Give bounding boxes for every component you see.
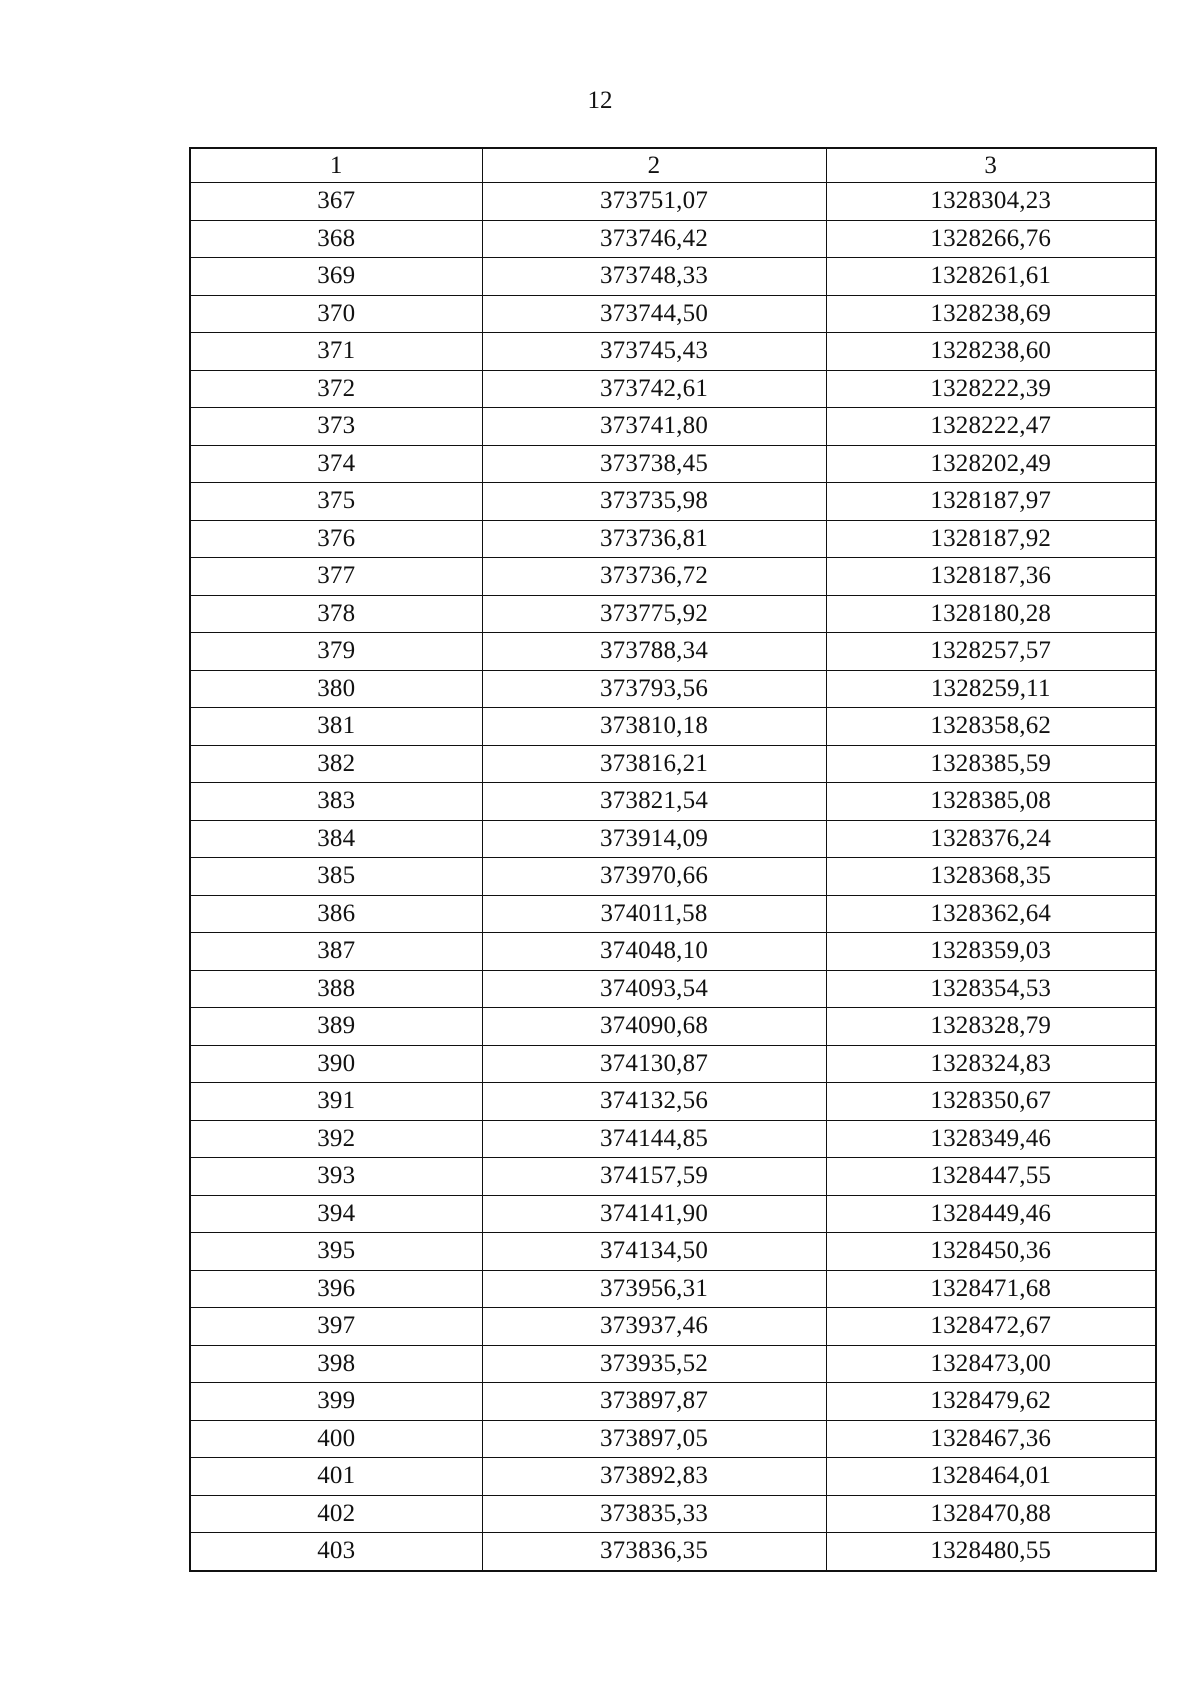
- table-row: [190, 408, 1156, 446]
- table-row: [190, 370, 1156, 408]
- point-number-cell: 384: [190, 820, 482, 858]
- point-number-cell: 379: [190, 633, 482, 671]
- y-coordinate-cell: 1328358,62: [826, 708, 1156, 746]
- page-number: 12: [587, 87, 613, 114]
- point-number-cell: 385: [190, 858, 482, 896]
- y-coordinate-cell: 1328187,36: [826, 558, 1156, 596]
- header-cell-col1: 1: [190, 148, 482, 183]
- x-coordinate-cell: 373788,34: [482, 633, 826, 671]
- table-row: [190, 1195, 1156, 1233]
- table-body: [190, 183, 1156, 1571]
- header-cell-col3: 3: [826, 148, 1156, 183]
- table-row: [190, 1120, 1156, 1158]
- table-row: [190, 633, 1156, 671]
- table-row: [190, 445, 1156, 483]
- y-coordinate-cell: 1328473,00: [826, 1345, 1156, 1383]
- point-number-cell: 399: [190, 1383, 482, 1421]
- table-row: [190, 820, 1156, 858]
- y-coordinate-cell: 1328222,39: [826, 370, 1156, 408]
- x-coordinate-cell: 373745,43: [482, 333, 826, 371]
- coordinates-table: [189, 147, 1157, 1572]
- x-coordinate-cell: 373744,50: [482, 295, 826, 333]
- point-number-cell: 400: [190, 1420, 482, 1458]
- x-coordinate-cell: 373836,35: [482, 1533, 826, 1571]
- x-coordinate-cell: 373816,21: [482, 745, 826, 783]
- y-coordinate-cell: 1328464,01: [826, 1458, 1156, 1496]
- x-coordinate-cell: 373914,09: [482, 820, 826, 858]
- table-row: [190, 220, 1156, 258]
- y-coordinate-cell: 1328362,64: [826, 895, 1156, 933]
- y-coordinate-cell: 1328349,46: [826, 1120, 1156, 1158]
- point-number-cell: 369: [190, 258, 482, 296]
- y-coordinate-cell: 1328222,47: [826, 408, 1156, 446]
- table-row: [190, 258, 1156, 296]
- y-coordinate-cell: 1328354,53: [826, 970, 1156, 1008]
- table-row: [190, 970, 1156, 1008]
- y-coordinate-cell: 1328385,59: [826, 745, 1156, 783]
- table-row: [190, 1083, 1156, 1121]
- y-coordinate-cell: 1328238,60: [826, 333, 1156, 371]
- point-number-cell: 387: [190, 933, 482, 971]
- table-row: [190, 295, 1156, 333]
- point-number-cell: 381: [190, 708, 482, 746]
- x-coordinate-cell: 374134,50: [482, 1233, 826, 1271]
- x-coordinate-cell: 373970,66: [482, 858, 826, 896]
- point-number-cell: 370: [190, 295, 482, 333]
- table-row: [190, 1270, 1156, 1308]
- x-coordinate-cell: 374011,58: [482, 895, 826, 933]
- y-coordinate-cell: 1328470,88: [826, 1495, 1156, 1533]
- x-coordinate-cell: 373775,92: [482, 595, 826, 633]
- y-coordinate-cell: 1328376,24: [826, 820, 1156, 858]
- point-number-cell: 402: [190, 1495, 482, 1533]
- x-coordinate-cell: 373736,72: [482, 558, 826, 596]
- x-coordinate-cell: 373935,52: [482, 1345, 826, 1383]
- x-coordinate-cell: 373835,33: [482, 1495, 826, 1533]
- point-number-cell: 373: [190, 408, 482, 446]
- y-coordinate-cell: 1328180,28: [826, 595, 1156, 633]
- point-number-cell: 377: [190, 558, 482, 596]
- x-coordinate-cell: 374130,87: [482, 1045, 826, 1083]
- header-cell-col2: 2: [482, 148, 826, 183]
- table-row: [190, 670, 1156, 708]
- point-number-cell: 398: [190, 1345, 482, 1383]
- point-number-cell: 403: [190, 1533, 482, 1571]
- table-row: [190, 1045, 1156, 1083]
- x-coordinate-cell: 374048,10: [482, 933, 826, 971]
- x-coordinate-cell: 373897,05: [482, 1420, 826, 1458]
- table-row: [190, 1533, 1156, 1571]
- y-coordinate-cell: 1328471,68: [826, 1270, 1156, 1308]
- x-coordinate-cell: 373742,61: [482, 370, 826, 408]
- point-number-cell: 395: [190, 1233, 482, 1271]
- y-coordinate-cell: 1328238,69: [826, 295, 1156, 333]
- table-row: [190, 745, 1156, 783]
- x-coordinate-cell: 373746,42: [482, 220, 826, 258]
- y-coordinate-cell: 1328202,49: [826, 445, 1156, 483]
- point-number-cell: 394: [190, 1195, 482, 1233]
- point-number-cell: 374: [190, 445, 482, 483]
- point-number-cell: 388: [190, 970, 482, 1008]
- x-coordinate-cell: 373821,54: [482, 783, 826, 821]
- x-coordinate-cell: 374093,54: [482, 970, 826, 1008]
- table-row: [190, 933, 1156, 971]
- x-coordinate-cell: 374144,85: [482, 1120, 826, 1158]
- y-coordinate-cell: 1328257,57: [826, 633, 1156, 671]
- table-row: [190, 1233, 1156, 1271]
- table-row: [190, 1495, 1156, 1533]
- table-row: [190, 895, 1156, 933]
- point-number-cell: 375: [190, 483, 482, 521]
- point-number-cell: 367: [190, 183, 482, 221]
- table-row: [190, 708, 1156, 746]
- y-coordinate-cell: 1328350,67: [826, 1083, 1156, 1121]
- point-number-cell: 391: [190, 1083, 482, 1121]
- table-row: [190, 783, 1156, 821]
- x-coordinate-cell: 373810,18: [482, 708, 826, 746]
- point-number-cell: 397: [190, 1308, 482, 1346]
- point-number-cell: 380: [190, 670, 482, 708]
- x-coordinate-cell: 373892,83: [482, 1458, 826, 1496]
- point-number-cell: 393: [190, 1158, 482, 1196]
- point-number-cell: 372: [190, 370, 482, 408]
- table-row: [190, 483, 1156, 521]
- point-number-cell: 371: [190, 333, 482, 371]
- y-coordinate-cell: 1328385,08: [826, 783, 1156, 821]
- x-coordinate-cell: 374157,59: [482, 1158, 826, 1196]
- y-coordinate-cell: 1328480,55: [826, 1533, 1156, 1571]
- y-coordinate-cell: 1328450,36: [826, 1233, 1156, 1271]
- point-number-cell: 376: [190, 520, 482, 558]
- x-coordinate-cell: 373751,07: [482, 183, 826, 221]
- x-coordinate-cell: 373793,56: [482, 670, 826, 708]
- y-coordinate-cell: 1328324,83: [826, 1045, 1156, 1083]
- point-number-cell: 396: [190, 1270, 482, 1308]
- point-number-cell: 383: [190, 783, 482, 821]
- table-row: [190, 1308, 1156, 1346]
- x-coordinate-cell: 373956,31: [482, 1270, 826, 1308]
- y-coordinate-cell: 1328187,97: [826, 483, 1156, 521]
- y-coordinate-cell: 1328328,79: [826, 1008, 1156, 1046]
- x-coordinate-cell: 374090,68: [482, 1008, 826, 1046]
- y-coordinate-cell: 1328266,76: [826, 220, 1156, 258]
- y-coordinate-cell: 1328472,67: [826, 1308, 1156, 1346]
- y-coordinate-cell: 1328447,55: [826, 1158, 1156, 1196]
- y-coordinate-cell: 1328259,11: [826, 670, 1156, 708]
- y-coordinate-cell: 1328261,61: [826, 258, 1156, 296]
- table-row: [190, 1008, 1156, 1046]
- table-row: [190, 595, 1156, 633]
- point-number-cell: 368: [190, 220, 482, 258]
- table-row: [190, 1383, 1156, 1421]
- y-coordinate-cell: 1328467,36: [826, 1420, 1156, 1458]
- y-coordinate-cell: 1328479,62: [826, 1383, 1156, 1421]
- table-row: [190, 1420, 1156, 1458]
- table-header: [190, 148, 1156, 183]
- point-number-cell: 386: [190, 895, 482, 933]
- x-coordinate-cell: 373736,81: [482, 520, 826, 558]
- y-coordinate-cell: 1328368,35: [826, 858, 1156, 896]
- x-coordinate-cell: 373735,98: [482, 483, 826, 521]
- point-number-cell: 392: [190, 1120, 482, 1158]
- point-number-cell: 389: [190, 1008, 482, 1046]
- x-coordinate-cell: 373748,33: [482, 258, 826, 296]
- table-row: [190, 1345, 1156, 1383]
- x-coordinate-cell: 373741,80: [482, 408, 826, 446]
- x-coordinate-cell: 374132,56: [482, 1083, 826, 1121]
- point-number-cell: 401: [190, 1458, 482, 1496]
- point-number-cell: 390: [190, 1045, 482, 1083]
- y-coordinate-cell: 1328359,03: [826, 933, 1156, 971]
- table-row: [190, 520, 1156, 558]
- table-row: [190, 858, 1156, 896]
- x-coordinate-cell: 373937,46: [482, 1308, 826, 1346]
- x-coordinate-cell: 374141,90: [482, 1195, 826, 1233]
- table-row: [190, 1458, 1156, 1496]
- y-coordinate-cell: 1328187,92: [826, 520, 1156, 558]
- x-coordinate-cell: 373897,87: [482, 1383, 826, 1421]
- point-number-cell: 382: [190, 745, 482, 783]
- x-coordinate-cell: 373738,45: [482, 445, 826, 483]
- point-number-cell: 378: [190, 595, 482, 633]
- y-coordinate-cell: 1328304,23: [826, 183, 1156, 221]
- header-row: [190, 148, 1156, 183]
- table-row: [190, 183, 1156, 221]
- table-row: [190, 558, 1156, 596]
- table-row: [190, 333, 1156, 371]
- y-coordinate-cell: 1328449,46: [826, 1195, 1156, 1233]
- table-row: [190, 1158, 1156, 1196]
